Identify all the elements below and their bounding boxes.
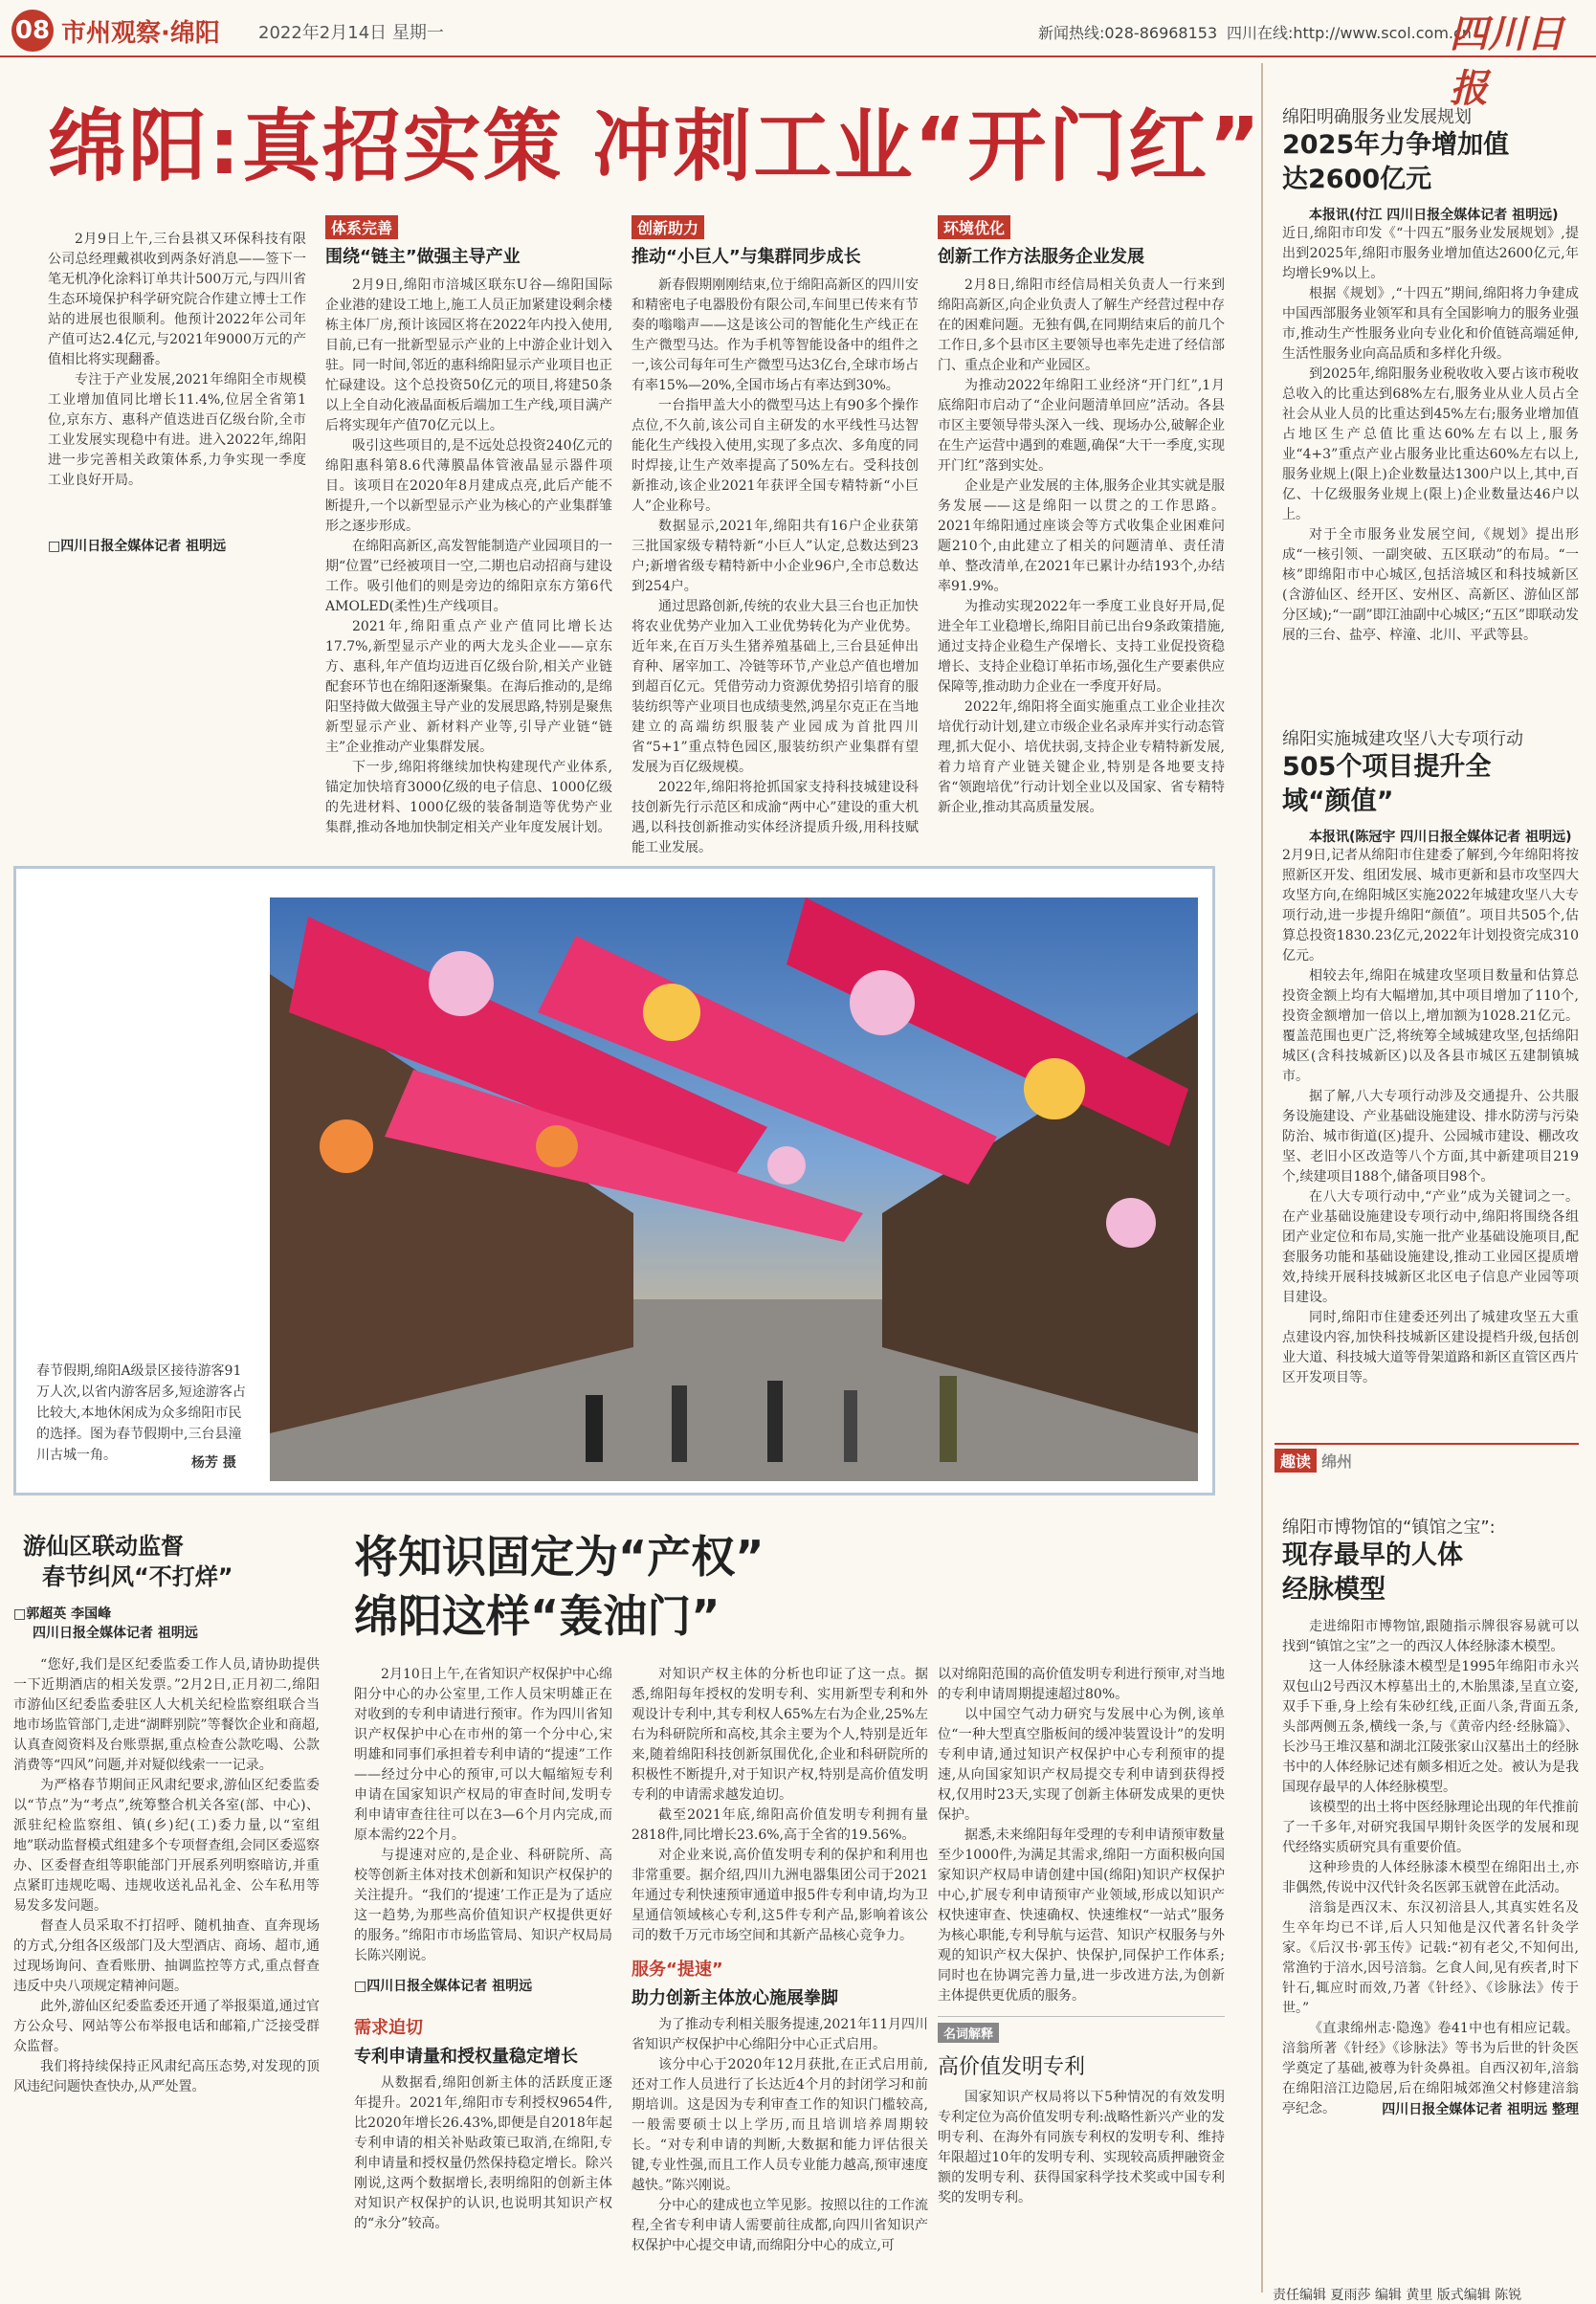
bottom-left-article <box>13 1531 320 2296</box>
body-paragraph: 以对绵阳范围的高价值发明专利进行预审,对当地的专利申请周期提速超过80%。 <box>938 1667 1225 1702</box>
body-paragraph: 2022年,绵阳将全面实施重点工业企业挂次培优行动计划,建立市级企业名录库并实行动态管理,抓大促小、培优扶弱,支持企业专精特新发展,着力培育产业链关键企业,特别是各地要支持省“领跑培优”行动计划全业以及国家、省专精特新企业,推动其高质量发展。 <box>938 699 1225 815</box>
qu-du-banner <box>1275 1443 1579 1472</box>
kicker: 绵阳明确服务业发展规划 <box>1282 107 1472 127</box>
festival-street-photo <box>270 897 1198 1481</box>
website-link[interactable]: 四川在线:http://www.scol.com.cn <box>1227 24 1472 42</box>
article-title: 现存最早的人体经脉模型 <box>1282 1540 1463 1605</box>
glossary-title: 高价值发明专利 <box>938 2055 1086 2079</box>
section-tag: 体系完善 <box>325 215 398 239</box>
lead-paragraph: 2月10日上午,在省知识产权保护中心绵阳分中心的办公室里,工作人员宋明雄正在对收到的专利申请进行预审。作为四川省知识产权保护中心在市州的第一个分中心,宋明雄和同事们承担着专利申请的“提速”工作——经过分中心的预审,可以大幅缩短专利申请在国家知识产权局的审查时间,发明专利申请审查往往可以在3—6个月内完成,而原本需约22个月。 <box>354 1667 612 1843</box>
body-paragraph: 根据《规划》,“十四五”期间,绵阳将力争建成中国西部服务业领军和具有全国影响力的服务业强市,推动生产性服务业向专业化和价值链高端延伸,生活性服务业向高品质和多样化升级。 <box>1282 286 1579 362</box>
body-paragraph: 一台指甲盖大小的微型马达上有90多个操作点位,不久前,该公司自主研发的水平线性马达智能化生产线投入使用,实现了多点次、多角度的同时焊接,让生产效率提高了50%左右。受科技创新推动,该企业2021年获评全国专精特新“小巨人”企业称号。 <box>632 398 919 514</box>
subhead: 专利申请量和授权量稳定增长 <box>354 2047 578 2067</box>
body-paragraph: 截至2021年底,绵阳高价值发明专利拥有量2818件,同比增长23.6%,高于全省的19.56%。 <box>632 1807 928 1843</box>
article-title: 游仙区联动监督 <box>23 1533 184 1560</box>
body-paragraph: 这种珍贵的人体经脉漆木模型在绵阳出土,亦非偶然,传说中汉代针灸名医郭玉就曾在此活动。 <box>1282 1860 1579 1895</box>
bottom-main-col-1 <box>354 1665 612 2287</box>
body-paragraph: 涪翁是西汉末、东汉初涪县人,其真实姓名及生卒年均已不详,后人只知他是汉代著名针灸学家。《后汉书·郭玉传》记载:“初有老父,不知何出,常渔钓于涪水,因号涪翁。乞食人间,见有疾者,时下针石,辄应时而效,乃著《针经》、《诊脉法》传于世。” <box>1282 1900 1579 2016</box>
lead-paragraph: 2月9日上午,三台县祺又环保科技有限公司总经理戴祺收到两条好消息——签下一笔无机净化涂料订单共计500万元,与四川省生态环境保护科学研究院合作建立博士工作站的进展也很顺利。他预计2022年公司年产值可达2.4亿元,与2021年9000万元的产值相比将实现翻番。 <box>48 232 306 367</box>
lantern-street-illustration <box>270 897 1198 1481</box>
bottom-main-col-3 <box>938 1665 1225 2287</box>
article-title: 505个项目提升全域“颜值” <box>1282 752 1492 816</box>
glossary-text: 国家知识产权局将以下5种情况的有效发明专利定位为高价值发明专利:战略性新兴产业的发明专利、在海外有同族专利权的发明专利、维持年限超过10年的发明专利、实现较高质押融资金额的发明专利、获得国家科学技术奖或中国专利奖的发明专利。 <box>938 2090 1225 2205</box>
body-paragraph: 以中国空气动力研究与发展中心为例,该单位“一种大型真空脂板间的缓冲装置设计”的发明专利申请,通过知识产权保护中心专利预审的提速,从向国家知识产权局提交专利申请到获得授权,仅用时23天,实现了创新主体研发成果的更快保护。 <box>938 1707 1225 1823</box>
section-tag: 创新助力 <box>632 215 704 239</box>
subhead: 推动“小巨人”与集群同步成长 <box>632 247 861 267</box>
body-paragraph: 这一人体经脉漆木模型是1995年绵阳市永兴双包山2号西汉木椁墓出土的,木胎黑漆,呈直立姿,双手下垂,身上绘有朱砂红线,正面八条,背面五条,头部两侧五条,横线一条,与《黄帝内经·经脉篇》、长沙马王堆汉墓和湖北江陵张家山汉墓出土的经脉书中的人体经脉记述有颇多相近之处。被认为是我国现存最早的人体经脉模型。 <box>1282 1659 1579 1795</box>
glossary-label: 名词解释 <box>938 2023 999 2043</box>
body-paragraph: 为了推动专利相关服务提速,2021年11月四川省知识产权保护中心绵阳分中心正式启用。 <box>632 2017 928 2052</box>
lead-article <box>48 230 306 555</box>
body-paragraph: 对企业来说,高价值发明专利的保护和利用也非常重要。据介绍,四川九洲电器集团公司于2021年通过专利快速预审通道申报5件专利申请,均为卫星通信领域核心专利,这5件专利产品,影响着该公司的数千万元市场空间和其新产品核心竞争力。 <box>632 1848 928 1943</box>
article-column-2 <box>632 215 919 855</box>
kicker: 绵阳市博物馆的“镇馆之宝”: <box>1282 1518 1496 1538</box>
bottom-main-col-2 <box>632 1665 928 2287</box>
body-paragraph: 数据显示,2021年,绵阳共有16户企业获第三批国家级专精特新“小巨人”认定,总数达到23户;新增省级专精特新中小企业96户,全市总数达到254户。 <box>632 519 919 594</box>
article-title: 2025年力争增加值达2600亿元 <box>1282 130 1510 194</box>
body-paragraph: 此外,游仙区纪委监委还开通了举报渠道,通过官方公众号、网站等公布举报电话和邮箱,广泛接受群众监督。 <box>13 1999 320 2054</box>
right-article-3 <box>1282 1514 1579 2274</box>
editor-credits: 责任编辑 夏雨莎 编辑 黄里 版式编辑 陈锐 <box>1273 2288 1522 2303</box>
body-paragraph: 2021年,绵阳重点产业产值同比增长达17.7%,新型显示产业的两大龙头企业——京东方、惠科,年产值均迈进百亿级台阶,相关产业链配套环节也在绵阳逐渐聚集。在海后推动的,是绵阳坚持做大做强主导产业的发展思路,特别是聚焦新型显示产业、新材料产业等,引导产业链“链主”企业推动产业集群发展。 <box>325 619 612 755</box>
body-paragraph: 从数据看,绵阳创新主体的活跃度正逐年提升。2021年,绵阳市专利授权9654件,比2020年增长26.43%,即便是自2018年起专利申请的相关补贴政策已取消,在绵阳,专利申请量和授权量仍然保持稳定增长。除兴刚说,这两个数据增长,表明绵阳的创新主体对知识产权保护的认识,也说明其知识产权的“永分”较高。 <box>354 2075 612 2231</box>
body-paragraph: 2月8日,绵阳市经信局相关负责人一行来到绵阳高新区,向企业负责人了解生产经营过程中存在的困难问题。无独有偶,在同期结束后的前几个工作日,多个县市区主要领导也率先走进了经信部门、重点企业和产业园区。 <box>938 277 1225 373</box>
article-column-3 <box>938 215 1225 847</box>
body-paragraph: 近日,绵阳市印发《“十四五”服务业发展规划》,提出到2025年,绵阳市服务业增加值达2600亿元,年均增长9%以上。 <box>1282 226 1579 281</box>
lead-paragraph: 专注于产业发展,2021年绵阳全市规模工业增加值同比增长11.4%,位居全省第1位,京东方、惠科产值迭进百亿级台阶,全市工业发展实现稳中有进。进入2022年,绵阳进一步完善相关政策体系,力争实现一季度工业良好开局。 <box>48 372 306 488</box>
body-paragraph: 对于全市服务业发展空间,《规划》提出形成“一核引领、一副突破、五区联动”的布局。“一核”即绵阳市中心城区,包括涪城区和科技城新区(含游仙区、经开区、安州区、高新区、游仙区部分区域);“一副”即江油副中心城区;“五区”即联动发展的三台、盐亭、梓潼、北川、平武等县。 <box>1282 527 1579 643</box>
body-paragraph: 同时,绵阳市住建委还列出了城建攻坚五大重点建设内容,加快科技城新区建设提档升级,包括创业大道、科技城大道等骨架道路和新区直管区西片区开发项目等。 <box>1282 1310 1579 1385</box>
qu-du-label: 趣读 <box>1275 1449 1317 1473</box>
news-hotline: 新闻热线:028-86968153 <box>1038 24 1218 42</box>
body-paragraph: 新春假期刚刚结束,位于绵阳高新区的四川安和精密电子电器股份有限公司,车间里已传来有节奏的嗡嗡声——这是该公司的智能化生产线正在生产微型马达。作为手机等智能设备中的组件之一,该公司每年可生产微型马达3亿台,全球市场占有率15%—20%,全国市场占有率达到30%。 <box>632 277 919 393</box>
body-paragraph: 吸引这些项目的,是不远处总投资240亿元的绵阳惠科第8.6代薄膜晶体管液晶显示器件项目。该项目在2020年8月建成点亮,此后产能不断提升,一个以新型显示产业为核心的产业集群雏形之逐步形成。 <box>325 438 612 534</box>
body-paragraph: 走进绵阳市博物馆,跟随指示牌很容易就可以找到“镇馆之宝”之一的西汉人体经脉漆木模型。 <box>1282 1619 1579 1654</box>
byline: □四川日报全媒体记者 祖明远 <box>354 1979 533 1994</box>
byline: 本报讯(付江 四川日报全媒体记者 祖明远) <box>1309 208 1559 223</box>
byline: □郭超英 李国峰 <box>13 1606 112 1622</box>
body-paragraph: 为推动2022年绵阳工业经济“开门红”,1月底绵阳市启动了“企业问题清单回应”活动。各县市区主要领导带头深入一线、现场办公,破解企业在生产运营中遇到的难题,确保“大干一季度,实现开门红”落到实处。 <box>938 378 1225 474</box>
photo-credit: 杨芳 摄 <box>191 1455 236 1471</box>
subhead: 创新工作方法服务企业发展 <box>938 247 1144 267</box>
body-paragraph: 在八大专项行动中,“产业”成为关键词之一。在产业基础设施建设专项行动中,绵阳将围绕各组团产业定位和布局,实施一批产业基础设施项目,配套服务功能和基础设施建设,推动工业园区提质增效,持续开展科技城新区北区电子信息产业园等项目建设。 <box>1282 1189 1579 1305</box>
body-paragraph: 下一步,绵阳将继续加快构建现代产业体系,锚定加快培育3000亿级的电子信息、1000亿级的先进材料、1000亿级的装备制造等优势产业集群,推动各地加快制定相关产业年度发展计划。 <box>325 760 612 835</box>
glossary-box <box>938 2016 1225 2208</box>
body-paragraph: 企业是产业发展的主体,服务企业其实就是服务发展——这是绵阳一以贯之的工作思路。2021年绵阳通过座谈会等方式收集企业困难问题210个,由此建立了相关的问题清单、责任清单、整改清单,在2021年已累计办结193个,办结率91.9%。 <box>938 478 1225 594</box>
body-paragraph: 我们将持续保持正风肃纪高压态势,对发现的顶风违纪问题快查快办,从严处置。 <box>13 2059 320 2094</box>
right-article-2 <box>1282 725 1579 1433</box>
right-article-1 <box>1282 103 1579 697</box>
body-paragraph: 《直隶绵州志·隐逸》卷41中也有相应记载。涪翁所著《针经》《诊脉法》等书为后世的针灸医学奠定了基础,被尊为针灸鼻祖。自西汉初年,涪翁在绵阳涪江边隐居,后在绵阳城郊渔父村修建涪翁亭纪念。 <box>1282 2021 1579 2116</box>
issue-date: 2022年2月14日 星期一 <box>258 23 444 43</box>
body-paragraph: 该分中心于2020年12月获批,在正式启用前,还对工作人员进行了长达近4个月的封闭学习和前期培训。这是因为专利审查工作的知识门槛较高,一般需要硕士以上学历,而且培训培养周期较长。“对专利申请的判断,大数据和能力评估很关键,专业性强,而且工作人员专业能力越高,预审速度越快。”陈兴刚说。 <box>632 2057 928 2193</box>
section-tag: 环境优化 <box>938 215 1010 239</box>
body-paragraph: 据悉,未来绵阳每年受理的专利申请预审数量至少1000件,为满足其需求,绵阳一方面积极向国家知识产权局申请创建中国(绵阳)知识产权保护中心,扩展专利申请预审产业领域,形成以知识产权快速审查、快速确权、快速维权“一站式”服务为核心职能,专利导航与运营、知识产权服务与外观的知识产权大保护、快保护,同保护工作体系;同时也在协调完善力量,进一步改进方法,为创新主体提供更优质的服务。 <box>938 1828 1225 2004</box>
byline: 四川日报全媒体记者 祖明远 <box>33 1626 198 1641</box>
column-divider <box>1261 63 1263 2293</box>
body-paragraph: 2022年,绵阳将抢抓国家支持科技城建设科技创新先行示范区和成渝“两中心”建设的重大机遇,以科技创新推动实体经济提质升级,用科技赋能工业发展。 <box>632 780 919 855</box>
body-paragraph: 据了解,八大专项行动涉及交通提升、公共服务设施建设、产业基础设施建设、排水防涝与污染防治、城市街道(区)提升、公园城市建设、棚改攻坚、老旧小区改造等八个方面,其中新建项目219个,续建项目188个,储备项目98个。 <box>1282 1089 1579 1185</box>
photo-caption: 春节假期,绵阳A级景区接待游客91万人次,以省内游客居多,短途游客占比较大,本地休闲成为众多绵阳市民的选择。图为春节假期中,三台县潼川古城一角。 <box>36 1363 246 1463</box>
page-header <box>0 0 1596 111</box>
kicker: 绵阳实施城建攻坚八大专项行动 <box>1282 729 1523 749</box>
subhead-kicker: 服务“提速” <box>632 1960 723 1980</box>
article-title: 春节纠风“不打烊” <box>42 1563 233 1590</box>
newspaper-logo: 四川日报 <box>1450 11 1564 111</box>
body-paragraph: 到2025年,绵阳服务业税收收入要占该市税收总收入的比重达到68%左右,服务业从业人员占全社会从业人员的比重达到45%左右;服务业增加值占地区生产总值比重达60%左右以上,服务业“4+3”重点产业占服务业比重达60%左右以上,服务业规上(限上)企业数量达1300户以上,其中,百亿、十亿级服务业规上(限上)企业数量达46户以上。 <box>1282 366 1579 522</box>
bottom-headline: 绵阳这样“轰油门” <box>354 1590 720 1642</box>
body-paragraph: 该模型的出土将中医经脉理论出现的年代推前了一千多年,对研究我国早期针灸医学的发展和现代经络实质研究具有重要价值。 <box>1282 1800 1579 1855</box>
lead-byline: □四川日报全媒体记者 祖明远 <box>48 539 227 554</box>
body-paragraph: 为推动实现2022年一季度工业良好开局,促进全年工业稳增长,绵阳目前已出台9条政策措施,通过支持企业稳生产保增长、支持工业促投资稳增长、支持企业稳订单拓市场,强化生产要素供应保障等,推动助力企业在一季度开好局。 <box>938 599 1225 695</box>
subhead: 助力创新主体放心施展拳脚 <box>632 1988 838 2008</box>
subhead-kicker: 需求迫切 <box>354 2018 423 2038</box>
body-paragraph: 分中心的建成也立竿见影。按照以往的工作流程,全省专利申请人需要前往成都,向四川省知识产权保护中心提交申请,而绵阳分中心的成立,可 <box>632 2198 928 2253</box>
section-title: 市州观察·绵阳 <box>61 19 220 48</box>
body-paragraph: 督查人员采取不打招呼、随机抽查、直奔现场的方式,分组各区级部门及大型酒店、商场、超市,通过现场询问、查看账册、抽调监控等方式,重点督查违反中央八项规定精神问题。 <box>13 1918 320 1994</box>
qu-du-sub: 绵州 <box>1321 1452 1353 1471</box>
body-paragraph: “您好,我们是区纪委监委工作人员,请协助提供一下近期酒店的相关发票。”2月2日,正月初二,绵阳市游仙区纪委监委驻区人大机关纪检监察组联合当地市场监管部门,走进“湖畔别院”等餐饮企业和商超,认真查阅资料及台账票据,重点检查公款吃喝、公款消费等“四风”问题,并对疑似线索一一记录。 <box>13 1657 320 1773</box>
lead-paragraph: 与提速对应的,是企业、科研院所、高校等创新主体对技术创新和知识产权保护的关注提升。“我们的‘提速’工作正是为了适应这一趋势,为那些高价值知识产权提供更好的服务。”绵阳市市场监管局、知识产权局局长陈兴刚说。 <box>354 1848 612 1963</box>
subhead: 围绕“链主”做强主导产业 <box>325 247 521 267</box>
byline: 四川日报全媒体记者 祖明远 整理 <box>1382 2102 1579 2117</box>
body-paragraph: 通过思路创新,传统的农业大县三台也正加快将农业优势产业加入工业优势转化为产业优势。近年来,在百万头生猪养殖基础上,三台县延伸出育种、屠宰加工、冷链等环节,产业总产值也增加到超百亿元。凭借劳动力资源优势招引培育的服装纺织等产业项目也成绩斐然,鸿星尔克正在当地建立的高端纺织服装产业园成为首批四川省“5+1”重点特色园区,服装纺织产业集群有望发展为百亿级规模。 <box>632 599 919 775</box>
bottom-headline: 将知识固定为“产权” <box>354 1531 765 1583</box>
body-paragraph: 在绵阳高新区,高发智能制造产业园项目的一期“位置”已经被项目一空,二期也启动招商与建设工作。吸引他们的则是旁边的绵阳京东方第6代AMOLED(柔性)生产线项目。 <box>325 539 612 614</box>
body-paragraph: 2月9日,绵阳市涪城区联东U谷—绵阳国际企业港的建设工地上,施工人员正加紧建设剩余楼栋主体厂房,预计该园区将在2022年内投入使用,目前,已有一批新型显示产业的上中游企业计划入驻。同一时间,邻近的惠科绵阳显示产业项目也正忙碌建设。这个总投资50亿元的项目,将建50条以上全自动化液晶面板后端加工生产线,项目满产后将实现年产值70亿元以上。 <box>325 277 612 433</box>
main-headline: 绵阳:真招实策 冲刺工业“开门红” <box>48 101 1263 192</box>
body-paragraph: 相较去年,绵阳在城建攻坚项目数量和估算总投资金额上均有大幅增加,其中项目增加了110个,投资金额增加一倍以上,增加额为1028.21亿元。覆盖范围也更广泛,将统筹全域城建攻坚,包括绵阳城区(含科技城新区)以及各县市城区五建制镇城市。 <box>1282 968 1579 1084</box>
byline: 本报讯(陈冠宇 四川日报全媒体记者 祖明远) <box>1309 830 1572 845</box>
body-paragraph: 为严格春节期间正风肃纪要求,游仙区纪委监委以“节点”为“考点”,统筹整合机关各室(部、中心)、派驻纪检监察组、镇(乡)纪(工)委力量,以“室组地”联动监督模式组建多个专项督查组,会同区委巡察办、区委督查组等职能部门开展系列明察暗访,并重点紧盯违规吃喝、违规收送礼品礼金、公车私用等易发多发问题。 <box>13 1778 320 1914</box>
body-paragraph: 2月9日,记者从绵阳市住建委了解到,今年绵阳将按照新区开发、组团发展、城市更新和县市攻坚四大攻坚方向,在绵阳城区实施2022年城建攻坚八大专项行动,进一步提升绵阳“颜值”。项目共505个,估算总投资1830.23亿元,2022年计划投资完成310亿元。 <box>1282 848 1579 964</box>
body-paragraph: 对知识产权主体的分析也印证了这一点。据悉,绵阳每年授权的发明专利、实用新型专利和外观设计专利中,其专利权人65%左右为企业,25%左右为科研院所和高校,其余主要为个人,特别是近年来,随着绵阳科技创新氛围优化,企业和科研院所的积极性不断提升,对于知识产权,特别是高价值发明专利的申请需求越发迫切。 <box>632 1667 928 1803</box>
article-column-1 <box>325 215 612 847</box>
page-number: 08 <box>11 10 54 52</box>
